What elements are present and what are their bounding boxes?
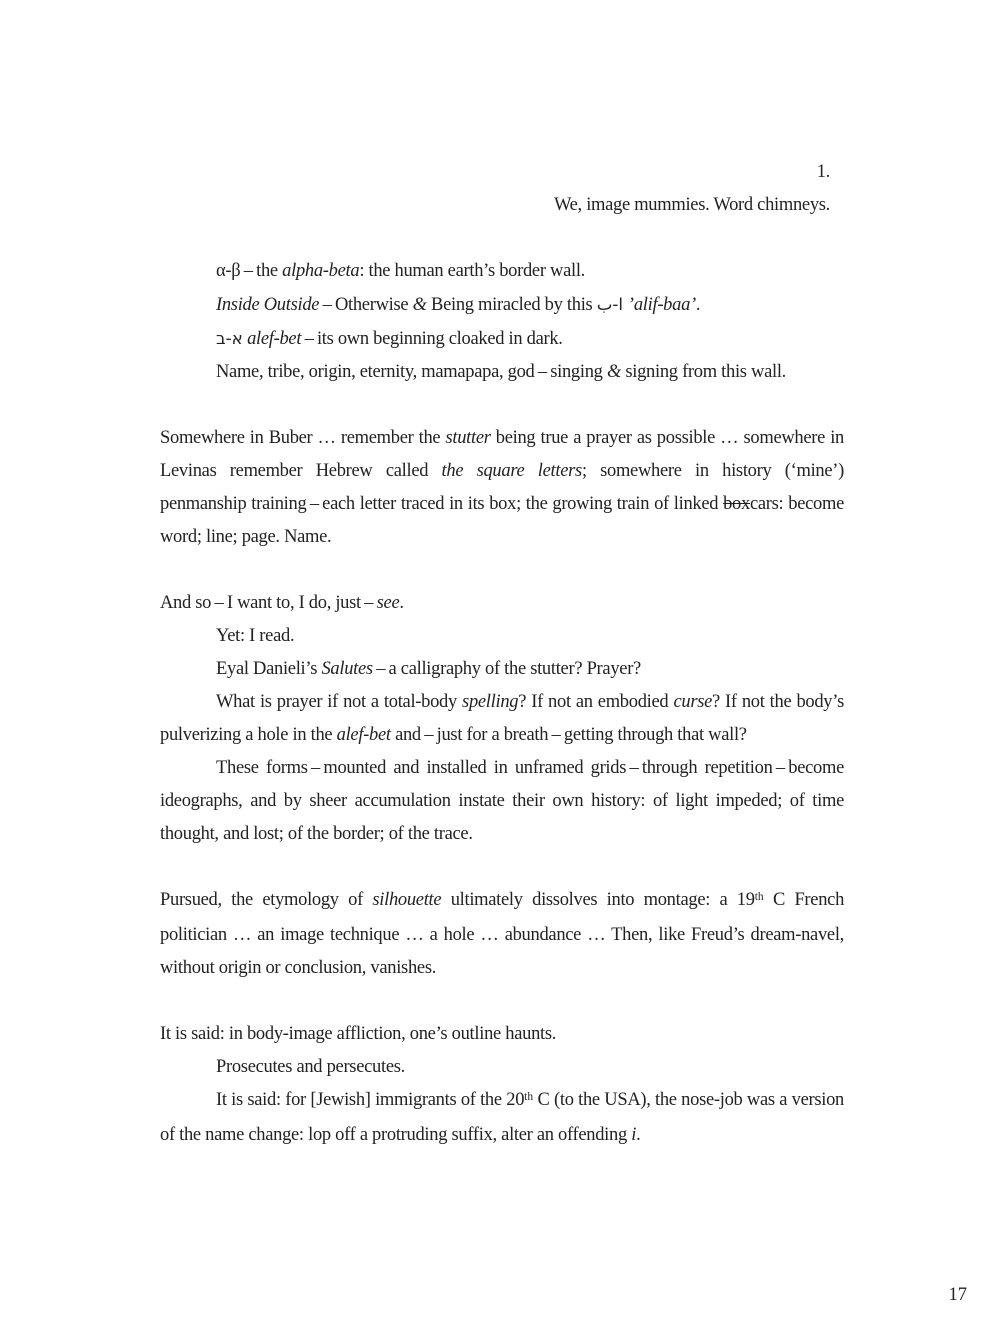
- text-segment: Prosecutes and persecutes.: [216, 1057, 405, 1077]
- section-header: [160, 156, 844, 222]
- text-segment: .: [636, 1125, 641, 1145]
- text-segment: ? If not the body’s pulverizing a hole in the: [160, 692, 844, 745]
- text-line: [160, 356, 844, 389]
- text-line: [160, 1018, 844, 1051]
- text-segment-italic: ’alif-baa’: [627, 295, 696, 315]
- text-segment: and – just for a breath – getting through that wall?: [390, 725, 747, 745]
- text-column: [160, 156, 844, 1152]
- text-segment-italic: stutter: [445, 428, 491, 448]
- text-segment: .: [695, 295, 701, 315]
- text-segment-italic: Inside Outside: [216, 295, 320, 315]
- text-segment: : the human earth’s border wall.: [359, 261, 586, 281]
- text-segment-hebrew: א-ב: [216, 329, 243, 348]
- text-line: [160, 620, 844, 653]
- text-segment: signing from this wall.: [621, 362, 786, 382]
- text-segment: ultimately dissolves into montage: a 19: [441, 890, 755, 910]
- text-segment: being true a prayer as possible … somewhere in Levinas remember Hebrew called: [160, 428, 844, 481]
- text-segment-italic: &: [412, 295, 427, 315]
- text-segment: ? If not an embodied: [518, 692, 674, 712]
- text-segment: C (to the USA), the nose-job was a version of the name change: lop off a protruding suffix, alter an offending: [160, 1090, 844, 1145]
- text-segment: .: [399, 593, 404, 613]
- text-segment: – its own beginning cloaked in dark.: [301, 329, 563, 349]
- text-segment-italic: alef-bet: [247, 329, 302, 349]
- text-segment: C French politician … an image technique … a hole … abundance … Then, like Freud’s dream-navel, without origin or conclusion, vanishes.: [160, 890, 845, 978]
- paragraph: [160, 884, 844, 985]
- text-segment-italic: see: [376, 593, 400, 613]
- text-segment: Eyal Danieli’s: [216, 659, 322, 679]
- text-line: [160, 1051, 844, 1084]
- text-segment: – a calligraphy of the stutter? Prayer?: [372, 659, 641, 679]
- text-segment-italic: silhouette: [372, 890, 442, 910]
- text-segment-sup: th: [754, 890, 764, 903]
- text-blocks: [160, 255, 844, 1152]
- text-segment-italic: curse: [673, 692, 713, 712]
- text-segment-italic: &: [606, 362, 622, 382]
- text-segment-italic: alef-bet: [336, 725, 391, 745]
- text-segment: cars: become word; line; page. Name.: [160, 494, 844, 547]
- text-segment: Pursued, the etymology of: [160, 890, 373, 910]
- text-segment: Being miracled by this: [426, 295, 597, 315]
- text-segment: And so – I want to, I do, just –: [160, 593, 377, 613]
- section-number: 1.: [816, 162, 830, 182]
- verse-block: [160, 587, 844, 851]
- page-number: 17: [948, 1285, 967, 1305]
- text-line: [160, 422, 844, 554]
- text-segment-sup: th: [524, 1090, 534, 1103]
- text-line: [160, 587, 844, 620]
- text-segment-italic: the square letters: [441, 461, 582, 481]
- text-segment: Somewhere in Buber … remember the: [160, 428, 446, 448]
- text-line: [160, 1084, 844, 1152]
- text-line: [160, 288, 844, 322]
- text-line: [160, 686, 844, 752]
- text-segment: Name, tribe, origin, eternity, mamapapa, god – singing: [216, 362, 607, 382]
- text-segment: Yet: I read.: [216, 626, 295, 646]
- stanza: [160, 255, 844, 389]
- text-line: [160, 653, 844, 686]
- text-line: [160, 752, 844, 851]
- paragraph: [160, 422, 844, 554]
- text-segment: What is prayer if not a total-body: [216, 692, 463, 712]
- text-segment-italic: alpha-beta: [282, 261, 360, 281]
- text-line: [160, 322, 844, 356]
- text-segment-italic: i: [631, 1125, 637, 1145]
- text-segment: – Otherwise: [319, 295, 413, 315]
- text-segment-arabic: ا-ب: [596, 295, 624, 314]
- verse-block: [160, 1018, 844, 1152]
- text-segment-italic: spelling: [462, 692, 519, 712]
- text-line: [160, 884, 844, 985]
- text-segment: It is said: for [Jewish] immigrants of the 20: [216, 1090, 525, 1110]
- epigraph: We, image mummies. Word chimneys.: [553, 195, 830, 215]
- text-segment-strike: box: [723, 494, 750, 514]
- text-line: [160, 255, 844, 288]
- text-segment: It is said: in body-image affliction, one’s outline haunts.: [160, 1024, 557, 1044]
- text-segment: ; somewhere in history (‘mine’) penmanship training – each letter traced in its box; the growing train of linked: [160, 461, 844, 514]
- text-segment-italic: Salutes: [321, 659, 373, 679]
- text-segment: α-β – the: [216, 261, 283, 281]
- text-segment: These forms – mounted and installed in unframed grids – through repetition – become ideographs, and by sheer accumulation instate their own history: of light impeded; of time thought, and lost; of the border; of the trace.: [160, 758, 844, 844]
